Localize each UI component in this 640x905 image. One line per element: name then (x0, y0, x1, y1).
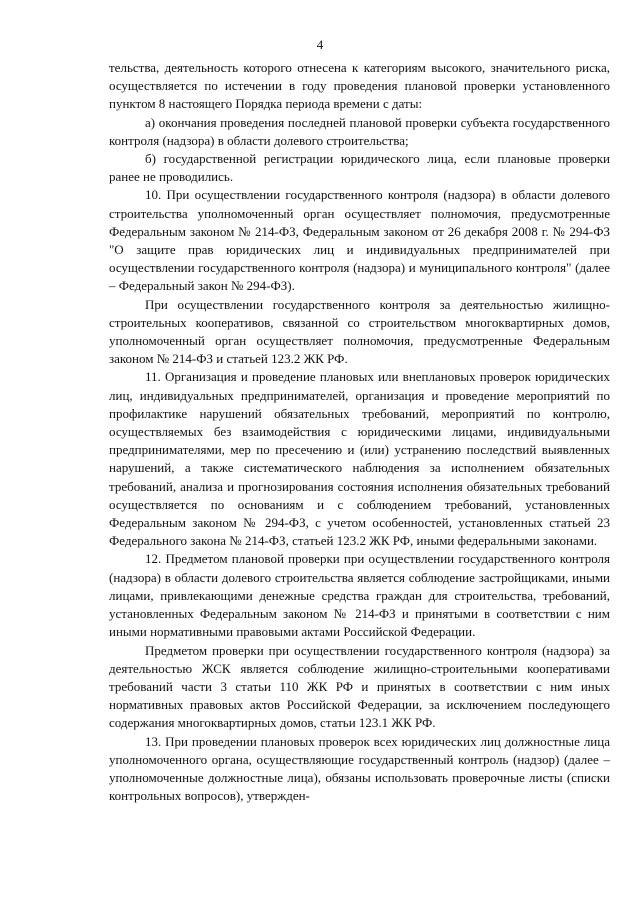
paragraph-item-b: б) государственной регистрации юридического лица, если плановые проверки ранее не проводились. (109, 151, 610, 185)
paragraph-item-a: а) окончания проведения последней плановой проверки субъекта государственного контроля (надзора) в области долевого строительства; (109, 114, 610, 148)
paragraph-10: 10. При осуществлении государственного контроля (надзора) в области долевого строительства уполномоченный орган осуществляет полномочия, предусмотренные Федеральным законом № 214-ФЗ, Федеральным законом от 26 декабря 2008 г. № 294-ФЗ "О защите прав юридических лиц и индивидуальных предпринимателей при осуществлении государственного контроля (надзора) и муниципального контроля" (далее – Федеральный закон № 294-ФЗ). (109, 187, 610, 294)
paragraph-10-jsk: При осуществлении государственного контроля за деятельностью жилищно-строительных кооперативов, связанной со строительством многоквартирных домов, уполномоченный орган осуществляет полномочия, предусмотренные Федеральным законом № 214-ФЗ и статьей 123.2 ЖК РФ. (109, 296, 610, 367)
paragraph-continuation: тельства, деятельность которого отнесена к категориям высокого, значительного риска, осуществляется по истечении в году проведения плановой проверки установленного пунктом 8 настоящего Порядка периода времени с даты: (109, 60, 610, 112)
page-number: 4 (316, 37, 324, 52)
paragraph-12-jsk: Предметом проверки при осуществлении государственного контроля (надзора) за деятельностью ЖСК является соблюдение жилищно-строительными кооперативами требований части 3 статьи 110 ЖК РФ и принятых в соответствии с ним иных нормативных правовых актов Российской Федерации, за исключением последующего содержания многоквартирных домов, статьи 123.1 ЖК РФ. (109, 642, 610, 731)
paragraph-12: 12. Предметом плановой проверки при осуществлении государственного контроля (надзора) в области долевого строительства является соблюдение застройщиками, иными лицами, привлекающими денежные средства граждан для строительства, требований, установленных Федеральным законом № 214-ФЗ и принятыми в соответствии с ним иными нормативными правовыми актами Российской Федерации. (109, 551, 610, 640)
paragraph-13: 13. При проведении плановых проверок всех юридических лиц должностные лица уполномоченного органа, осуществляющие государственный контроль (надзор) (далее – уполномоченные должностные лица), обязаны использовать проверочные листы (списки контрольных вопросов), утвержден- (109, 733, 610, 804)
document-body (109, 59, 610, 805)
paragraph-11: 11. Организация и проведение плановых или внеплановых проверок юридических лиц, индивидуальных предпринимателей, организация и проведение мероприятий по профилактике нарушений обязательных требований, мероприятий по контролю, осуществляемых без взаимодействия с юридическими лицами, индивидуальными предпринимателями, мер по пресечению и (или) устранению последствий выявленных нарушений, а также систематического наблюдения за исполнением обязательных требований, анализа и прогнозирования состояния исполнения обязательных требований осуществляется по основаниям и с соблюдением требований, установленных Федеральным законом № 294-ФЗ, с учетом особенностей, установленных статьей 23 Федерального закона № 214-ФЗ, статьей 123.2 ЖК РФ, иными федеральными законами. (109, 369, 610, 549)
